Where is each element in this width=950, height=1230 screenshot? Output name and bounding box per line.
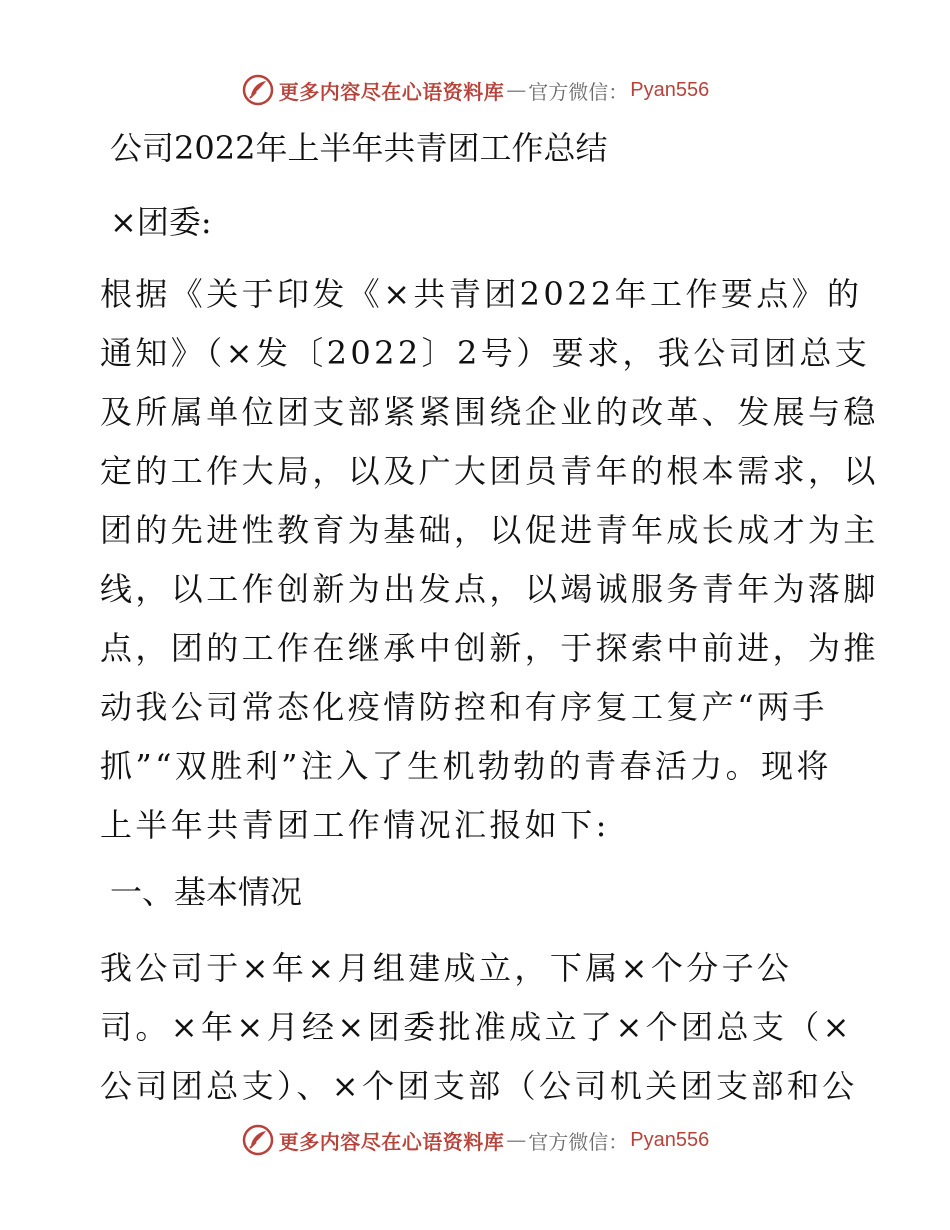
document-title: 公司2022年上半年共青团工作总结 <box>110 129 608 167</box>
banner-separator: — <box>506 78 527 102</box>
header-banner <box>0 70 950 110</box>
paragraph-line: 动我公司常态化疫情防控和有序复工复产“两手 <box>100 688 828 726</box>
banner-contact-label: 官方微信： <box>528 1129 629 1154</box>
paragraph-line: 定的工作大局，以及广大团员青年的根本需求，以 <box>100 452 879 490</box>
banner-brand-text: 更多内容尽在心语资料库 <box>278 1129 505 1154</box>
paragraph-line: 上半年共青团工作情况汇报如下: <box>100 806 610 844</box>
banner-brand-text: 更多内容尽在心语资料库 <box>278 79 505 104</box>
footer-banner <box>0 1120 950 1160</box>
library-logo-icon <box>241 1123 275 1157</box>
paragraph-line: 团的先进性教育为基础，以促进青年成长成才为主 <box>100 511 879 549</box>
paragraph-line: 司。×年×月经×团委批准成立了×个团总支（× <box>100 1008 853 1046</box>
salutation: ×团委: <box>110 203 212 241</box>
banner-contact-id: Pyan556 <box>630 78 710 101</box>
paragraph-line: 根据《关于印发《×共青团2022年工作要点》的 <box>100 275 863 313</box>
banner-contact-label: 官方微信： <box>528 79 629 104</box>
paragraph-line: 我公司于×年×月组建成立，下属×个分子公 <box>100 949 793 987</box>
banner-separator: — <box>506 1128 527 1152</box>
paragraph-line: 及所属单位团支部紧紧围绕企业的改革、发展与稳 <box>100 393 879 431</box>
section-heading: 一、基本情况 <box>110 873 303 911</box>
paragraph-line: 通知》（×发〔2022〕2号）要求，我公司团总支 <box>100 334 871 372</box>
paragraph-line: 点，团的工作在继承中创新，于探索中前进，为推 <box>100 629 879 667</box>
library-logo-icon <box>241 73 275 107</box>
paragraph-line: 抓”“双胜利”注入了生机勃勃的青春活力。现将 <box>100 747 832 785</box>
banner-contact-id: Pyan556 <box>630 1128 710 1151</box>
paragraph-line: 线，以工作创新为出发点，以竭诚服务青年为落脚 <box>100 570 879 608</box>
paragraph-line: 公司团总支）、×个团支部（公司机关团支部和公 <box>100 1067 858 1105</box>
